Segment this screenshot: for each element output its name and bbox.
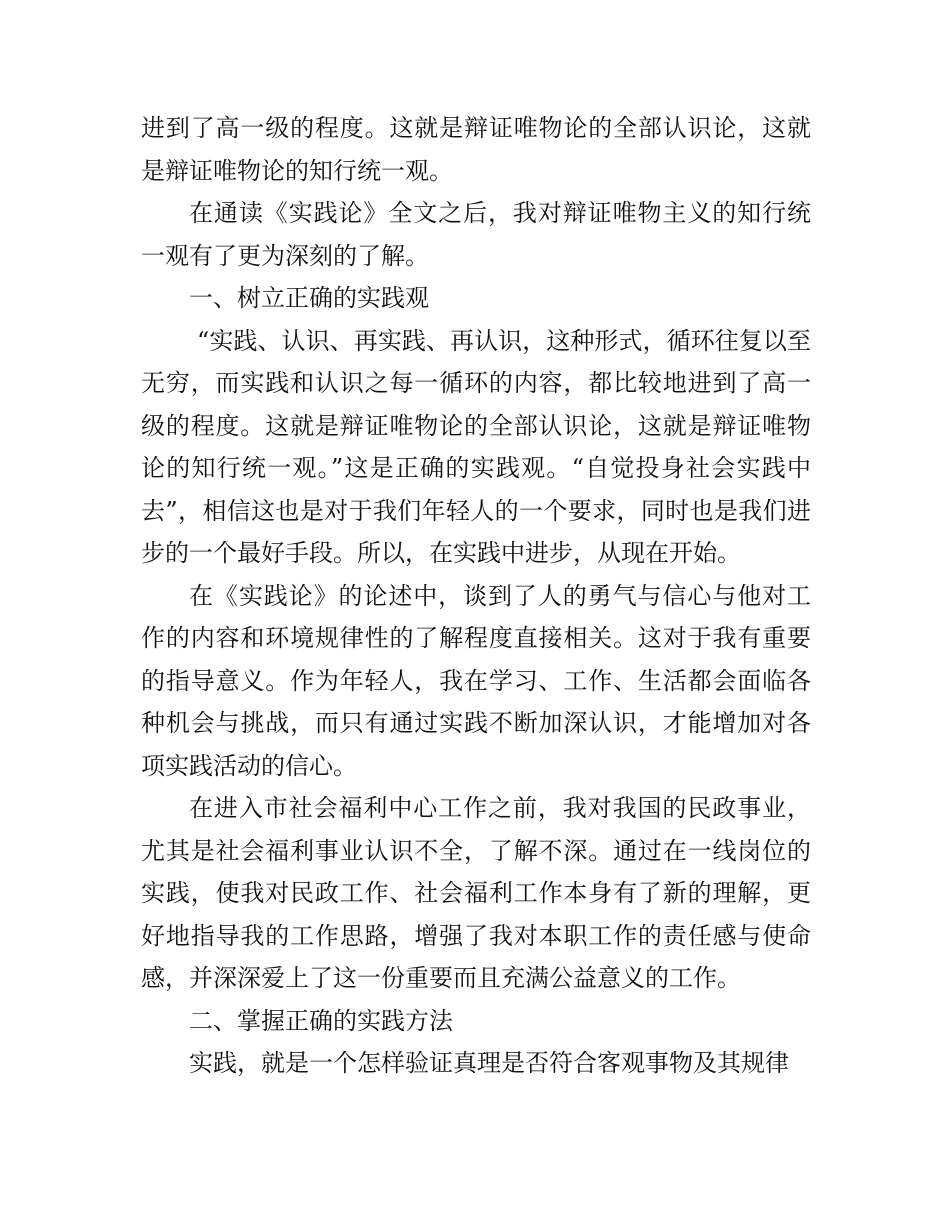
paragraph-continuation: 进到了高一级的程度。这就是辩证唯物论的全部认识论，这就是辩证唯物论的知行统一观。: [141, 114, 811, 185]
section-heading-2: 二、掌握正确的实践方法: [189, 1006, 453, 1035]
section-heading-1: 一、树立正确的实践观: [189, 284, 429, 312]
paragraph-welfare: 在进入市社会福利中心工作之前，我对我国的民政事业，尤其是社会福利事业认识不全，了解不深。通过在一线岗位的实践，使我对民政工作、社会福利工作本身有了新的理解，更好地指导我的工作思路，增强了我对本职工作的责任感与使命感，并深深爱上了这一份重要而且充满公益意义的工作。: [141, 794, 811, 992]
document-body: [141, 107, 811, 1085]
paragraph-practice: 实践，就是一个怎样验证真理是否符合客观事物及其规律: [189, 1049, 789, 1077]
paragraph-courage: 在《实践论》的论述中，谈到了人的勇气与信心与他对工作的内容和环境规律性的了解程度直接相关。这对于我有重要的指导意义。作为年轻人，我在学习、工作、生活都会面临各种机会与挑战，而只有通过实践不断加深认识，才能增加对各项实践活动的信心。: [141, 581, 811, 780]
paragraph-quote: “实践、认识、再实践、再认识，这种形式，循环往复以至无穷，而实践和认识之每一循环的内容，都比较地进到了高一级的程度。这就是辩证唯物论的全部认识论，这就是辩证唯物论的知行统一观。”这是正确的实践观。“自觉投身社会实践中去”，相信这也是对于我们年轻人的一个要求，同时也是我们进步的一个最好手段。所以，在实践中进步，从现在开始。: [141, 326, 811, 567]
paragraph-intro: 在通读《实践论》全文之后，我对辩证唯物主义的知行统一观有了更为深刻的了解。: [141, 199, 811, 270]
